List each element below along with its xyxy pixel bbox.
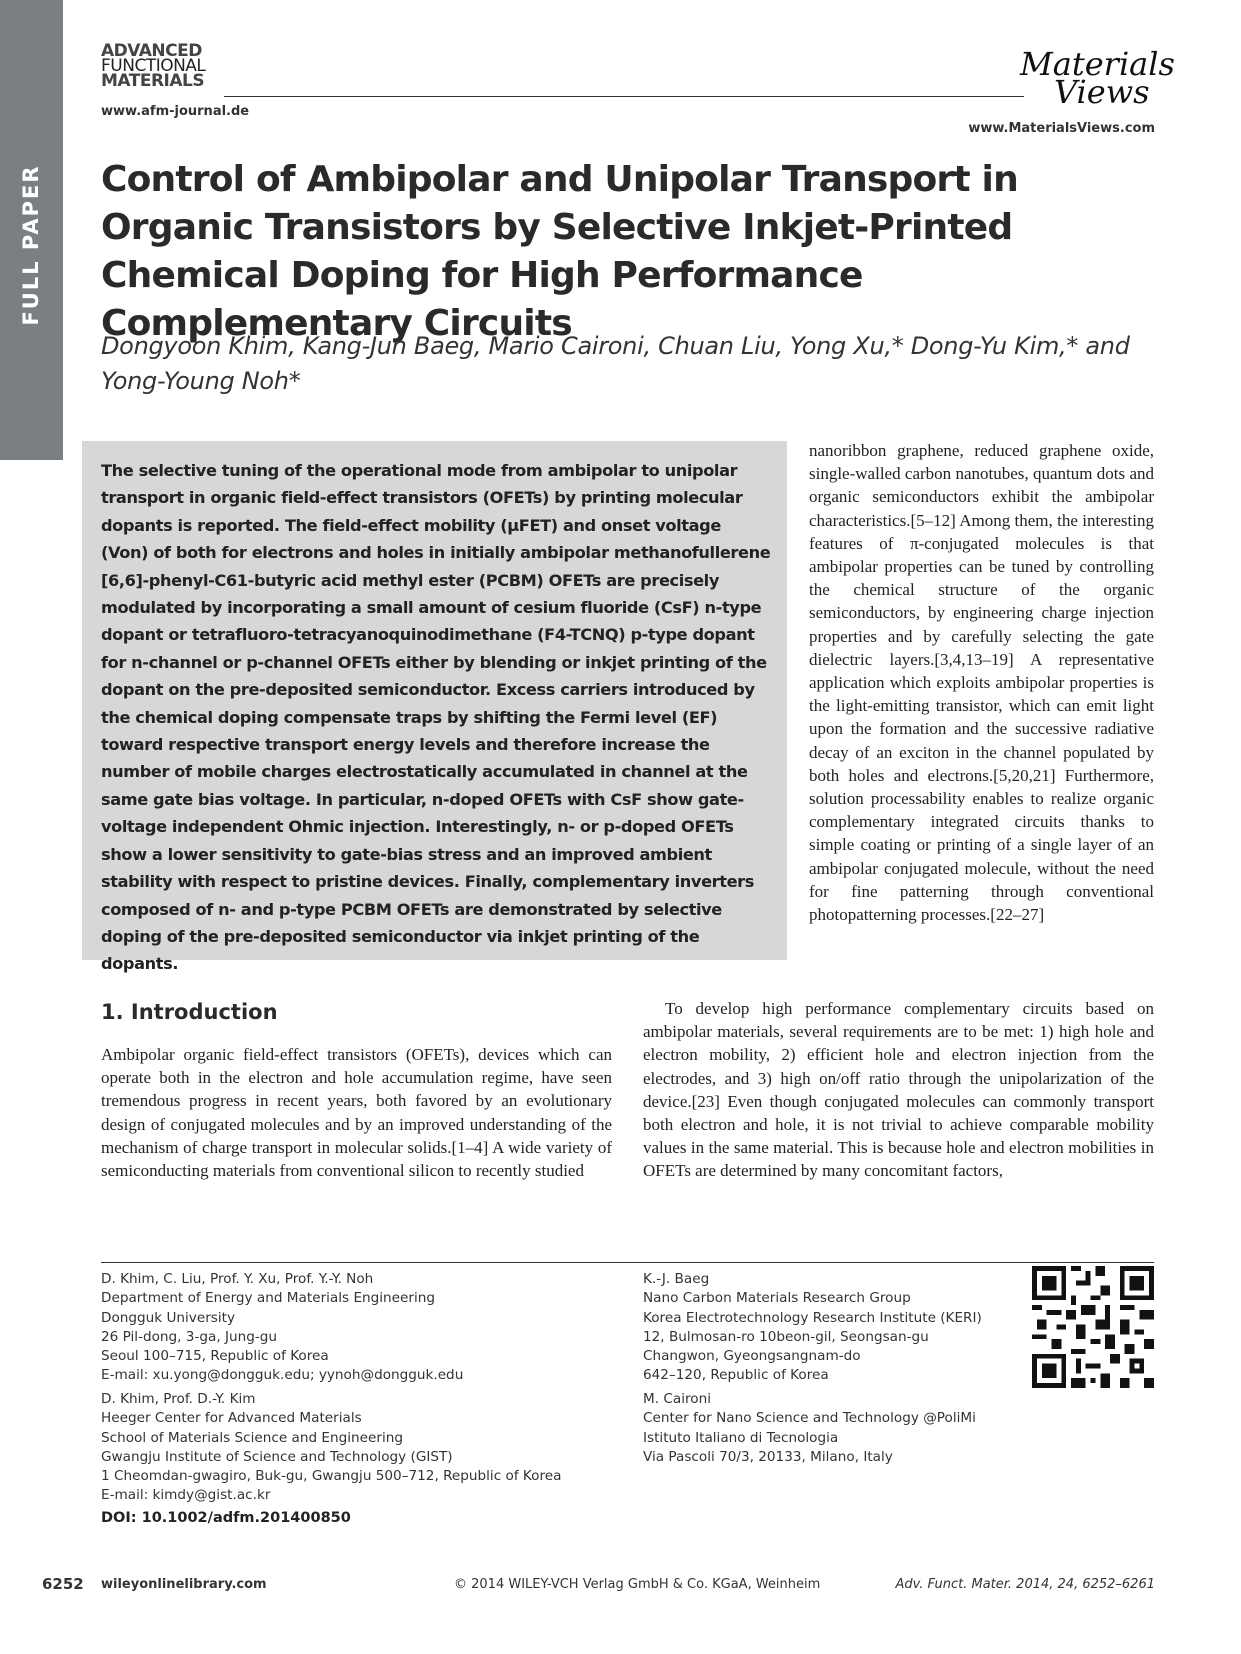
affiliation-line: Changwon, Gyeongsangnam-do (643, 1348, 861, 1365)
right-column-top-text: nanoribbon graphene, reduced graphene oxide, single-walled carbon nanotubes, quantum dots and organic semiconductors exhibit the ambipolar characteristics.[5–12] Among them, the interesting features of π-conjugated molecules is that ambipolar properties can be tuned by controlling the chemical structure of the organic semiconductors, by engineering charge injection properties and by carefully selecting the gate dielectric layers.[3,4,13–19] A representative application which exploits ambipolar properties is the light-emitting transistor, which can emit light upon the formation and the successive radiative decay of an exciton in the channel populated by both holes and electrons.[5,20,21] Furthermore, solution processability enables to realize organic complementary integrated circuits thanks to simple coating or printing of a single layer of an ambipolar conjugated molecule, without the need for fine patterning through conventional photopatterning processes.[22–27] (809, 441, 1154, 925)
affiliation-line: 26 Pil-dong, 3-ga, Jung-gu (101, 1328, 277, 1345)
header-rule (224, 96, 1024, 97)
paper-title: Control of Ambipolar and Unipolar Transport in Organic Transistors by Selective Inkjet-Printed Chemical Doping for High Performance Complementary Circuits (101, 159, 1018, 344)
footnote-rule (101, 1262, 1154, 1263)
side-tab (0, 0, 63, 460)
affiliation-line: Department of Energy and Materials Engineering (101, 1290, 436, 1307)
doi[interactable]: DOI: 10.1002/adfm.201400850 (101, 1510, 351, 1526)
affiliation-line: Heeger Center for Advanced Materials (101, 1410, 362, 1427)
journal-url[interactable]: www.afm-journal.de (101, 104, 250, 119)
affiliation-line: Seoul 100–715, Republic of Korea (101, 1348, 329, 1365)
affiliation-email[interactable]: E-mail: xu.yong@dongguk.edu; yynoh@dongguk.edu (101, 1367, 464, 1384)
publisher-url[interactable]: www.MaterialsViews.com (968, 121, 1155, 136)
publisher-logo-line2: Views (1054, 73, 1150, 111)
abstract-text: The selective tuning of the operational mode from ambipolar to unipolar transport in organic field-effect transistors (OFETs) by printing molecular dopants is reported. The field-effect mobility (μFET) and onset voltage (Von) of both for electrons and holes in initially ambipolar methanofullerene [6,6]-phenyl-C61-butyric acid methyl ester (PCBM) OFETs are precisely modulated by incorporating a small amount of cesium fluoride (CsF) n-type dopant or tetrafluoro-tetracyanoquinodimethane (F4-TCNQ) p-type dopant for n-channel or p-channel OFETs either by blending or inkjet printing of the dopant on the pre-deposited semiconductor. Excess carriers introduced by the chemical doping compensate traps by shifting the Fermi level (EF) toward respective transport energy levels and therefore increase the number of mobile charges electrostatically accumulated in channel at the same gate bias voltage. In particular, n-doped OFETs with CsF show gate-voltage independent Ohmic injection. Interestingly, n- or p-doped OFETs show a lower sensitivity to gate-bias stress and an improved ambient stability with respect to pristine devices. Finally, complementary inverters composed of n- and p-type PCBM OFETs are demonstrated by selective doping of the pre-deposited semiconductor via inkjet printing of the dopants. (101, 461, 771, 974)
intro-left-text: Ambipolar organic field-effect transistors (OFETs), devices which can operate both in the electron and hole accumulation regime, have seen tremendous progress in recent years, both favored by an evolutionary design of conjugated molecules and by an improved understanding of the mechanism of charge transport in molecular solids.[1–4] A wide variety of semiconducting materials from conventional silicon to recently studied (101, 1045, 612, 1181)
affiliation-line: Nano Carbon Materials Research Group (643, 1290, 911, 1307)
affiliation-line: Center for Nano Science and Technology @PoliMi (643, 1410, 976, 1427)
affiliation-line: 12, Bulmosan-ro 10beon-gil, Seongsan-gu (643, 1328, 929, 1345)
affiliation-line: Dongguk University (101, 1309, 236, 1326)
journal-logo (101, 41, 206, 91)
footer-site[interactable]: wileyonlinelibrary.com (101, 1577, 267, 1592)
affiliation-block-4 (643, 1390, 976, 1467)
page-number: 6252 (42, 1575, 84, 1593)
affiliation-line: 1 Cheomdan-gwagiro, Buk-gu, Gwangju 500–712, Republic of Korea (101, 1468, 562, 1485)
publisher-logo (1020, 45, 1175, 111)
publisher-logo-line1: Materials (1020, 45, 1175, 83)
affiliation-email[interactable]: E-mail: kimdy@gist.ac.kr (101, 1487, 271, 1504)
affiliation-block-2 (101, 1390, 561, 1506)
section-heading: 1. Introduction (101, 1000, 278, 1024)
affiliation-line: K.-J. Baeg (643, 1271, 710, 1287)
qr-code[interactable] (1032, 1266, 1154, 1388)
affiliation-line: School of Materials Science and Engineering (101, 1429, 403, 1446)
journal-logo-line3: MATERIALS (101, 71, 205, 91)
affiliation-line: D. Khim, C. Liu, Prof. Y. Xu, Prof. Y.-Y. Noh (101, 1271, 374, 1287)
affiliation-line: Korea Electrotechnology Research Institute (KERI) (643, 1309, 982, 1326)
side-tab-label: FULL PAPER (19, 164, 43, 326)
footer-copyright: © 2014 WILEY-VCH Verlag GmbH & Co. KGaA, Weinheim (454, 1577, 821, 1592)
affiliation-line: 642–120, Republic of Korea (643, 1367, 829, 1384)
author-list: Dongyoon Khim, Kang-Jun Baeg, Mario Caironi, Chuan Liu, Yong Xu,* Dong-Yu Kim,* and Yong-Young Noh* (101, 332, 1130, 395)
footer-citation: Adv. Funct. Mater. 2014, 24, 6252–6261 (895, 1577, 1155, 1592)
affiliation-line: D. Khim, Prof. D.-Y. Kim (101, 1391, 256, 1407)
affiliation-line: Gwangju Institute of Science and Technology (GIST) (101, 1448, 453, 1465)
journal-logo-line1: ADVANCED (101, 41, 202, 61)
affiliation-line: M. Caironi (643, 1391, 711, 1407)
affiliation-block-3 (643, 1270, 982, 1386)
intro-right-text: To develop high performance complementary circuits based on ambipolar materials, several requirements are to be met: 1) high hole and electron mobility, 2) efficient hole and electron injection from the electrodes, and 3) high on/off ratio through the unipolarization of the device.[23] Even though conjugated molecules can commonly transport both electron and hole, it is not trivial to achieve comparable mobility values in the same material. This is because hole and electron mobilities in OFETs are determined by many concomitant factors, (643, 999, 1154, 1181)
affiliation-line: Via Pascoli 70/3, 20133, Milano, Italy (643, 1448, 893, 1465)
affiliation-block-1 (101, 1270, 463, 1386)
journal-logo-line2: FUNCTIONAL (101, 56, 206, 76)
affiliation-line: Istituto Italiano di Tecnologia (643, 1429, 839, 1446)
